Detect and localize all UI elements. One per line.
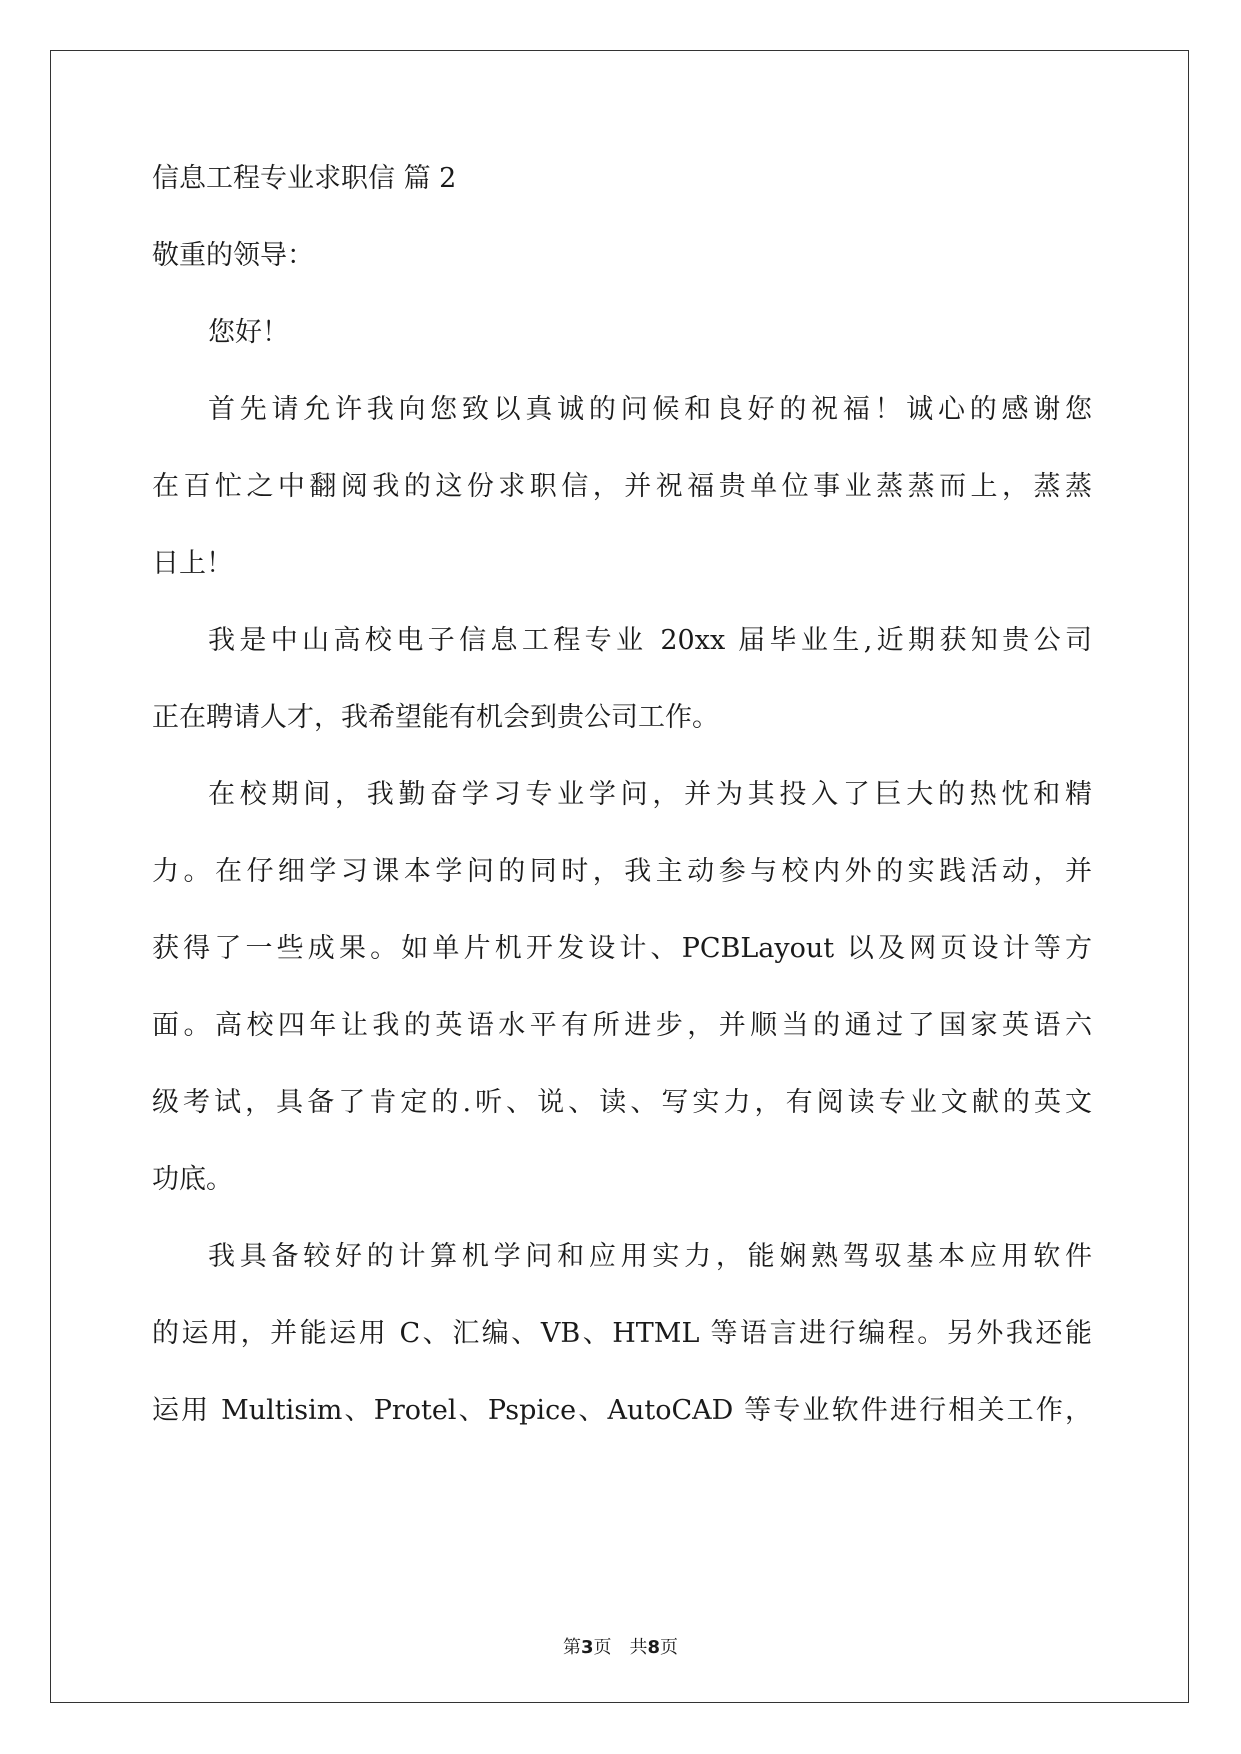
greeting: 您好！	[208, 317, 289, 348]
paragraph-1-line-1: 首先请允许我向您致以真诚的问候和良好的祝福！诚心的感谢您	[208, 394, 1092, 425]
paragraph-2-line-2: 正在聘请人才，我希望能有机会到贵公司工作。	[152, 702, 719, 733]
total-page-number: 8	[647, 1637, 661, 1658]
total-prefix: 共	[629, 1637, 648, 1658]
page-suffix: 页	[593, 1637, 612, 1658]
paragraph-3-line-5: 级考试，具备了肯定的.听、说、读、写实力，有阅读专业文献的英文	[152, 1087, 1092, 1118]
document-heading: 信息工程专业求职信 篇 2	[152, 163, 457, 194]
paragraph-1-line-2: 在百忙之中翻阅我的这份求职信，并祝福贵单位事业蒸蒸而上，蒸蒸	[152, 471, 1092, 502]
salutation: 敬重的领导：	[152, 240, 314, 271]
paragraph-3-line-1: 在校期间，我勤奋学习专业学问，并为其投入了巨大的热忱和精	[208, 779, 1092, 810]
paragraph-3-line-6: 功底。	[152, 1164, 233, 1195]
paragraph-3-line-3: 获得了一些成果。如单片机开发设计、PCBLayout 以及网页设计等方	[152, 933, 1092, 964]
paragraph-4-line-3: 运用 Multisim、Protel、Pspice、AutoCAD 等专业软件进行相关工作，	[152, 1395, 1092, 1426]
paragraph-4-line-1: 我具备较好的计算机学问和应用实力，能娴熟驾驭基本应用软件	[208, 1241, 1092, 1272]
paragraph-2-line-1: 我是中山高校电子信息工程专业 20xx 届毕业生,近期获知贵公司	[208, 625, 1092, 656]
page-footer	[0, 1633, 1241, 1659]
current-page-number: 3	[580, 1637, 594, 1658]
total-suffix: 页	[660, 1637, 679, 1658]
paragraph-4-line-2: 的运用，并能运用 C、汇编、VB、HTML 等语言进行编程。另外我还能	[152, 1318, 1092, 1349]
page-prefix: 第	[562, 1637, 581, 1658]
paragraph-3-line-2: 力。在仔细学习课本学问的同时，我主动参与校内外的实践活动，并	[152, 856, 1092, 887]
paragraph-3-line-4: 面。高校四年让我的英语水平有所进步，并顺当的通过了国家英语六	[152, 1010, 1092, 1041]
paragraph-1-line-3: 日上！	[152, 548, 233, 579]
